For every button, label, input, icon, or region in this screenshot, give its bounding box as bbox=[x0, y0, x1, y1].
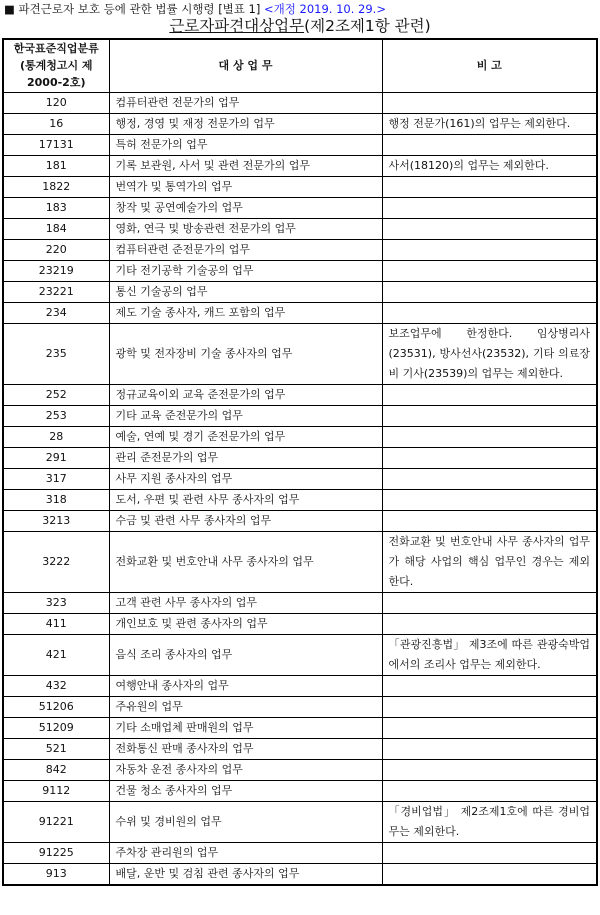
note-cell bbox=[382, 780, 597, 801]
code-cell: 318 bbox=[3, 489, 109, 510]
table-row bbox=[3, 531, 597, 592]
note-cell bbox=[382, 863, 597, 885]
note-cell: 「경비업법」 제2조제1호에 따른 경비업무는 제외한다. bbox=[382, 801, 597, 842]
table-row bbox=[3, 613, 597, 634]
column-header-task: 대 상 업 무 bbox=[109, 39, 382, 92]
task-cell: 정규교육이외 교육 준전문가의 업무 bbox=[109, 384, 382, 405]
table-row bbox=[3, 218, 597, 239]
note-cell bbox=[382, 405, 597, 426]
task-cell: 컴퓨터관련 준전문가의 업무 bbox=[109, 239, 382, 260]
table-row bbox=[3, 405, 597, 426]
note-cell bbox=[382, 510, 597, 531]
task-cell: 개인보호 및 관련 종사자의 업무 bbox=[109, 613, 382, 634]
table-row bbox=[3, 801, 597, 842]
table-row bbox=[3, 592, 597, 613]
revision-date: <개정 2019. 10. 29.> bbox=[264, 2, 386, 16]
table-row bbox=[3, 696, 597, 717]
table-row bbox=[3, 176, 597, 197]
table-row bbox=[3, 134, 597, 155]
table-row bbox=[3, 302, 597, 323]
table-row bbox=[3, 113, 597, 134]
task-cell: 주차장 관리원의 업무 bbox=[109, 842, 382, 863]
code-cell: 235 bbox=[3, 323, 109, 384]
code-cell: 51206 bbox=[3, 696, 109, 717]
note-cell bbox=[382, 717, 597, 738]
task-cell: 관리 준전문가의 업무 bbox=[109, 447, 382, 468]
note-cell bbox=[382, 696, 597, 717]
code-cell: 91221 bbox=[3, 801, 109, 842]
task-cell: 음식 조리 종사자의 업무 bbox=[109, 634, 382, 675]
note-cell bbox=[382, 218, 597, 239]
table-row bbox=[3, 489, 597, 510]
task-cell: 기타 교육 준전문가의 업무 bbox=[109, 405, 382, 426]
dispatch-task-table bbox=[2, 38, 598, 886]
task-cell: 특허 전문가의 업무 bbox=[109, 134, 382, 155]
note-cell: 보조업무에 한정한다. 임상병리사(23531), 방사선사(23532), 기타 의료장비 기사(23539)의 업무는 제외한다. bbox=[382, 323, 597, 384]
code-cell: 23221 bbox=[3, 281, 109, 302]
note-cell bbox=[382, 426, 597, 447]
task-cell: 전화교환 및 번호안내 사무 종사자의 업무 bbox=[109, 531, 382, 592]
code-cell: 253 bbox=[3, 405, 109, 426]
code-cell: 220 bbox=[3, 239, 109, 260]
table-row bbox=[3, 863, 597, 885]
note-cell bbox=[382, 197, 597, 218]
code-cell: 411 bbox=[3, 613, 109, 634]
note-cell bbox=[382, 134, 597, 155]
task-cell: 예술, 연예 및 경기 준전문가의 업무 bbox=[109, 426, 382, 447]
task-cell: 수금 및 관련 사무 종사자의 업무 bbox=[109, 510, 382, 531]
code-cell: 16 bbox=[3, 113, 109, 134]
code-cell: 3213 bbox=[3, 510, 109, 531]
task-cell: 제도 기술 종사자, 캐드 포함의 업무 bbox=[109, 302, 382, 323]
task-cell: 기록 보관원, 사서 및 관련 전문가의 업무 bbox=[109, 155, 382, 176]
code-cell: 17131 bbox=[3, 134, 109, 155]
note-cell: 사서(18120)의 업무는 제외한다. bbox=[382, 155, 597, 176]
task-cell: 행정, 경영 및 재정 전문가의 업무 bbox=[109, 113, 382, 134]
note-cell bbox=[382, 92, 597, 113]
task-cell: 컴퓨터관련 전문가의 업무 bbox=[109, 92, 382, 113]
table-row bbox=[3, 92, 597, 113]
task-cell: 통신 기술공의 업무 bbox=[109, 281, 382, 302]
note-cell bbox=[382, 176, 597, 197]
column-header-code: 한국표준직업분류 (통계청고시 제2000-2호) bbox=[3, 39, 109, 92]
code-cell: 23219 bbox=[3, 260, 109, 281]
note-cell bbox=[382, 384, 597, 405]
note-cell bbox=[382, 759, 597, 780]
table-row bbox=[3, 281, 597, 302]
note-cell: 행정 전문가(161)의 업무는 제외한다. bbox=[382, 113, 597, 134]
table-row bbox=[3, 634, 597, 675]
title-main: 근로자파견대상업무 bbox=[169, 17, 305, 35]
table-row bbox=[3, 239, 597, 260]
code-cell: 184 bbox=[3, 218, 109, 239]
table-row bbox=[3, 468, 597, 489]
task-cell: 창작 및 공연예술가의 업무 bbox=[109, 197, 382, 218]
note-cell: 「관광진흥법」 제3조에 따른 관광숙박업에서의 조리사 업무는 제외한다. bbox=[382, 634, 597, 675]
code-cell: 234 bbox=[3, 302, 109, 323]
task-cell: 전화통신 판매 종사자의 업무 bbox=[109, 738, 382, 759]
task-cell: 수위 및 경비원의 업무 bbox=[109, 801, 382, 842]
code-cell: 1822 bbox=[3, 176, 109, 197]
task-cell: 고객 관련 사무 종사자의 업무 bbox=[109, 592, 382, 613]
table-row bbox=[3, 260, 597, 281]
task-cell: 영화, 연극 및 방송관련 전문가의 업무 bbox=[109, 218, 382, 239]
table-row bbox=[3, 717, 597, 738]
note-cell bbox=[382, 468, 597, 489]
code-cell: 183 bbox=[3, 197, 109, 218]
code-cell: 521 bbox=[3, 738, 109, 759]
table-row bbox=[3, 447, 597, 468]
note-cell bbox=[382, 281, 597, 302]
code-cell: 252 bbox=[3, 384, 109, 405]
table-row bbox=[3, 738, 597, 759]
note-cell bbox=[382, 489, 597, 510]
table-row bbox=[3, 759, 597, 780]
task-cell: 주유원의 업무 bbox=[109, 696, 382, 717]
task-cell: 기타 소매업체 판매원의 업무 bbox=[109, 717, 382, 738]
code-cell: 51209 bbox=[3, 717, 109, 738]
code-cell: 913 bbox=[3, 863, 109, 885]
table-row bbox=[3, 510, 597, 531]
task-cell: 광학 및 전자장비 기술 종사자의 업무 bbox=[109, 323, 382, 384]
note-cell bbox=[382, 675, 597, 696]
note-cell bbox=[382, 592, 597, 613]
task-cell: 자동차 운전 종사자의 업무 bbox=[109, 759, 382, 780]
title-sub: (제2조제1항 관련) bbox=[304, 17, 431, 35]
task-cell: 건물 청소 종사자의 업무 bbox=[109, 780, 382, 801]
column-header-note: 비 고 bbox=[382, 39, 597, 92]
table-row bbox=[3, 675, 597, 696]
code-cell: 3222 bbox=[3, 531, 109, 592]
code-cell: 323 bbox=[3, 592, 109, 613]
table-row bbox=[3, 426, 597, 447]
note-cell bbox=[382, 613, 597, 634]
table-row bbox=[3, 384, 597, 405]
task-cell: 번역가 및 통역가의 업무 bbox=[109, 176, 382, 197]
task-cell: 배달, 운반 및 검침 관련 종사자의 업무 bbox=[109, 863, 382, 885]
page-title bbox=[0, 14, 600, 36]
code-cell: 432 bbox=[3, 675, 109, 696]
note-cell bbox=[382, 447, 597, 468]
table-row bbox=[3, 780, 597, 801]
note-cell bbox=[382, 738, 597, 759]
code-cell: 421 bbox=[3, 634, 109, 675]
code-cell: 91225 bbox=[3, 842, 109, 863]
table-row bbox=[3, 842, 597, 863]
code-cell: 120 bbox=[3, 92, 109, 113]
code-cell: 842 bbox=[3, 759, 109, 780]
task-cell: 도서, 우편 및 관련 사무 종사자의 업무 bbox=[109, 489, 382, 510]
note-cell bbox=[382, 239, 597, 260]
code-cell: 28 bbox=[3, 426, 109, 447]
code-cell: 181 bbox=[3, 155, 109, 176]
task-cell: 여행안내 종사자의 업무 bbox=[109, 675, 382, 696]
note-cell: 전화교환 및 번호안내 사무 종사자의 업무가 해당 사업의 핵심 업무인 경우는 제외한다. bbox=[382, 531, 597, 592]
table-row bbox=[3, 197, 597, 218]
task-cell: 사무 지원 종사자의 업무 bbox=[109, 468, 382, 489]
table-row bbox=[3, 155, 597, 176]
table-row bbox=[3, 323, 597, 384]
note-cell bbox=[382, 842, 597, 863]
task-cell: 기타 전기공학 기술공의 업무 bbox=[109, 260, 382, 281]
note-cell bbox=[382, 260, 597, 281]
heading-text: ■ 파견근로자 보호 등에 관한 법률 시행령 [별표 1] bbox=[4, 2, 261, 16]
code-cell: 291 bbox=[3, 447, 109, 468]
code-cell: 317 bbox=[3, 468, 109, 489]
note-cell bbox=[382, 302, 597, 323]
code-cell: 9112 bbox=[3, 780, 109, 801]
